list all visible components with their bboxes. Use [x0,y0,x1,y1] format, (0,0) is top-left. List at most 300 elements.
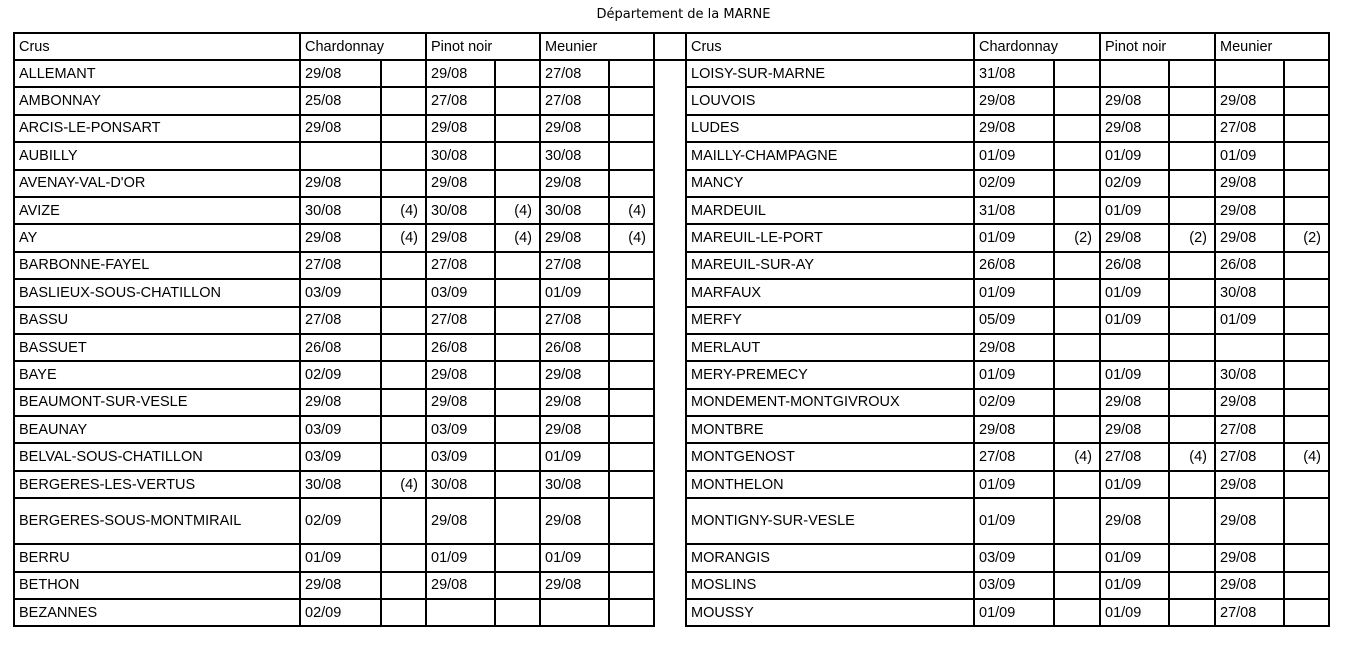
right-meunier-note [1284,60,1329,87]
right-chardonnay-date: 31/08 [974,60,1054,87]
table-row [14,279,1329,306]
left-meunier-date [540,599,609,626]
left-cru-name: BEAUMONT-SUR-VESLE [14,389,300,416]
left-pinot-noir-note: (4) [495,224,540,251]
left-meunier-note [609,599,654,626]
left-chardonnay-note [381,252,426,279]
table-row [14,307,1329,334]
left-chardonnay-note [381,389,426,416]
left-chardonnay-note [381,142,426,169]
left-pinot-noir-date: 30/08 [426,197,495,224]
left-meunier-date: 26/08 [540,334,609,361]
right-chardonnay-note [1054,416,1100,443]
left-chardonnay-note: (4) [381,197,426,224]
right-meunier-date: 29/08 [1215,471,1284,498]
left-meunier-date: 29/08 [540,572,609,599]
right-pinot-noir-note: (4) [1169,443,1215,470]
right-meunier-note [1284,197,1329,224]
right-meunier-date: 29/08 [1215,389,1284,416]
right-meunier-date: 29/08 [1215,224,1284,251]
left-chardonnay-note: (4) [381,224,426,251]
header-pinot-noir-right: Pinot noir [1100,33,1215,60]
left-meunier-date: 29/08 [540,416,609,443]
left-pinot-noir-note [495,142,540,169]
right-cru-name: MERFY [686,307,974,334]
right-pinot-noir-date: 26/08 [1100,252,1169,279]
left-cru-name: BETHON [14,572,300,599]
left-chardonnay-date [300,142,381,169]
left-cru-name: AVIZE [14,197,300,224]
left-chardonnay-note [381,416,426,443]
right-meunier-note [1284,544,1329,571]
column-spacer [654,389,686,416]
column-spacer [654,416,686,443]
right-cru-name: MANCY [686,170,974,197]
left-chardonnay-date: 27/08 [300,252,381,279]
right-chardonnay-date: 01/09 [974,599,1054,626]
left-cru-name: BAYE [14,361,300,388]
left-pinot-noir-note [495,599,540,626]
left-meunier-note [609,544,654,571]
table-body [14,33,1329,626]
left-chardonnay-date: 29/08 [300,224,381,251]
right-meunier-note [1284,389,1329,416]
right-pinot-noir-date: 01/09 [1100,361,1169,388]
right-pinot-noir-date: 27/08 [1100,443,1169,470]
left-pinot-noir-date: 26/08 [426,334,495,361]
header-row [14,33,1329,60]
right-chardonnay-note [1054,197,1100,224]
right-pinot-noir-date: 29/08 [1100,498,1169,544]
right-chardonnay-note [1054,544,1100,571]
right-meunier-date: 27/08 [1215,443,1284,470]
left-meunier-note [609,572,654,599]
right-pinot-noir-date: 02/09 [1100,170,1169,197]
right-meunier-date [1215,334,1284,361]
left-chardonnay-date: 02/09 [300,498,381,544]
left-pinot-noir-note [495,544,540,571]
right-pinot-noir-note [1169,572,1215,599]
left-pinot-noir-date: 03/09 [426,279,495,306]
right-meunier-note [1284,142,1329,169]
column-spacer [654,471,686,498]
left-pinot-noir-date: 03/09 [426,416,495,443]
left-meunier-date: 30/08 [540,197,609,224]
left-chardonnay-date: 02/09 [300,361,381,388]
right-chardonnay-date: 29/08 [974,115,1054,142]
left-cru-name: BERGERES-SOUS-MONTMIRAIL [14,498,300,544]
right-chardonnay-note [1054,471,1100,498]
left-chardonnay-date: 29/08 [300,170,381,197]
left-meunier-note [609,60,654,87]
right-cru-name: MAREUIL-SUR-AY [686,252,974,279]
right-pinot-noir-date: 01/09 [1100,197,1169,224]
left-pinot-noir-date: 29/08 [426,498,495,544]
left-pinot-noir-note [495,307,540,334]
right-chardonnay-note [1054,498,1100,544]
left-meunier-note [609,443,654,470]
table-row [14,389,1329,416]
column-spacer [654,87,686,114]
right-pinot-noir-date: 01/09 [1100,307,1169,334]
left-chardonnay-note [381,60,426,87]
left-meunier-date: 29/08 [540,224,609,251]
column-spacer [654,498,686,544]
table-row [14,498,1329,544]
column-spacer [654,572,686,599]
right-chardonnay-note [1054,115,1100,142]
right-chardonnay-note [1054,60,1100,87]
header-meunier-right: Meunier [1215,33,1329,60]
right-meunier-note [1284,170,1329,197]
right-chardonnay-date: 05/09 [974,307,1054,334]
left-pinot-noir-note [495,115,540,142]
right-chardonnay-note [1054,142,1100,169]
left-chardonnay-note [381,498,426,544]
left-meunier-note [609,334,654,361]
right-meunier-date: 30/08 [1215,361,1284,388]
left-cru-name: BERRU [14,544,300,571]
right-meunier-note [1284,416,1329,443]
left-meunier-date: 30/08 [540,471,609,498]
right-pinot-noir-note [1169,416,1215,443]
left-chardonnay-note [381,544,426,571]
left-meunier-note [609,361,654,388]
right-meunier-date: 29/08 [1215,498,1284,544]
table-row [14,544,1329,571]
left-pinot-noir-date: 01/09 [426,544,495,571]
left-pinot-noir-date: 29/08 [426,572,495,599]
right-meunier-date: 26/08 [1215,252,1284,279]
left-pinot-noir-note [495,170,540,197]
table-row [14,170,1329,197]
right-pinot-noir-note [1169,87,1215,114]
left-meunier-note: (4) [609,224,654,251]
left-chardonnay-note [381,572,426,599]
header-crus-right: Crus [686,33,974,60]
right-cru-name: MARDEUIL [686,197,974,224]
right-pinot-noir-date: 29/08 [1100,224,1169,251]
column-spacer [654,334,686,361]
right-pinot-noir-note [1169,115,1215,142]
table-row [14,599,1329,626]
left-chardonnay-date: 30/08 [300,197,381,224]
left-meunier-date: 27/08 [540,252,609,279]
left-pinot-noir-note [495,416,540,443]
left-chardonnay-date: 25/08 [300,87,381,114]
column-spacer [654,170,686,197]
left-chardonnay-date: 26/08 [300,334,381,361]
left-pinot-noir-date: 27/08 [426,87,495,114]
table-row [14,443,1329,470]
left-meunier-date: 29/08 [540,115,609,142]
left-chardonnay-date: 01/09 [300,544,381,571]
left-pinot-noir-note [495,389,540,416]
table-row [14,142,1329,169]
left-chardonnay-note [381,599,426,626]
right-cru-name: MERLAUT [686,334,974,361]
right-chardonnay-date: 27/08 [974,443,1054,470]
left-pinot-noir-date: 29/08 [426,115,495,142]
header-chardonnay-left: Chardonnay [300,33,426,60]
right-chardonnay-date: 02/09 [974,170,1054,197]
right-meunier-date: 27/08 [1215,416,1284,443]
left-chardonnay-note [381,279,426,306]
left-chardonnay-date: 02/09 [300,599,381,626]
right-meunier-note [1284,279,1329,306]
right-chardonnay-date: 01/09 [974,224,1054,251]
right-pinot-noir-date: 01/09 [1100,142,1169,169]
right-chardonnay-date: 03/09 [974,544,1054,571]
right-pinot-noir-note [1169,361,1215,388]
left-chardonnay-note: (4) [381,471,426,498]
left-chardonnay-note [381,115,426,142]
right-cru-name: MONTGENOST [686,443,974,470]
left-meunier-note [609,115,654,142]
left-cru-name: AUBILLY [14,142,300,169]
right-meunier-date: 30/08 [1215,279,1284,306]
table-row [14,572,1329,599]
right-chardonnay-date: 01/09 [974,142,1054,169]
left-chardonnay-date: 03/09 [300,443,381,470]
left-meunier-note: (4) [609,197,654,224]
column-spacer [654,443,686,470]
left-pinot-noir-date: 03/09 [426,443,495,470]
table-row [14,334,1329,361]
right-pinot-noir-note [1169,170,1215,197]
left-chardonnay-date: 27/08 [300,307,381,334]
right-meunier-note: (4) [1284,443,1329,470]
right-chardonnay-date: 03/09 [974,572,1054,599]
right-pinot-noir-note [1169,307,1215,334]
left-meunier-date: 27/08 [540,60,609,87]
right-chardonnay-note [1054,389,1100,416]
right-pinot-noir-date [1100,334,1169,361]
left-meunier-note [609,389,654,416]
left-pinot-noir-date [426,599,495,626]
left-chardonnay-note [381,307,426,334]
right-cru-name: MOUSSY [686,599,974,626]
left-cru-name: AMBONNAY [14,87,300,114]
right-pinot-noir-date [1100,60,1169,87]
left-cru-name: AVENAY-VAL-D'OR [14,170,300,197]
right-meunier-date: 29/08 [1215,170,1284,197]
right-cru-name: LUDES [686,115,974,142]
left-pinot-noir-note [495,443,540,470]
left-chardonnay-date: 29/08 [300,115,381,142]
left-chardonnay-note [381,87,426,114]
right-meunier-date: 01/09 [1215,307,1284,334]
left-chardonnay-date: 29/08 [300,60,381,87]
right-chardonnay-note: (2) [1054,224,1100,251]
right-pinot-noir-date: 01/09 [1100,471,1169,498]
left-cru-name: BEAUNAY [14,416,300,443]
left-meunier-note [609,87,654,114]
harvest-dates-table [13,32,1330,627]
left-cru-name: BASLIEUX-SOUS-CHATILLON [14,279,300,306]
right-pinot-noir-note [1169,544,1215,571]
left-pinot-noir-note [495,361,540,388]
right-pinot-noir-note [1169,389,1215,416]
left-pinot-noir-note [495,87,540,114]
right-cru-name: MONTHELON [686,471,974,498]
left-pinot-noir-date: 29/08 [426,389,495,416]
left-cru-name: ALLEMANT [14,60,300,87]
right-meunier-date: 27/08 [1215,599,1284,626]
right-meunier-note [1284,498,1329,544]
right-chardonnay-date: 26/08 [974,252,1054,279]
right-pinot-noir-note [1169,252,1215,279]
left-cru-name: BEZANNES [14,599,300,626]
right-cru-name: LOISY-SUR-MARNE [686,60,974,87]
right-pinot-noir-note [1169,334,1215,361]
right-pinot-noir-note: (2) [1169,224,1215,251]
right-meunier-note [1284,572,1329,599]
right-chardonnay-date: 29/08 [974,87,1054,114]
column-spacer [654,544,686,571]
column-spacer [654,252,686,279]
left-pinot-noir-date: 29/08 [426,170,495,197]
right-chardonnay-date: 29/08 [974,334,1054,361]
left-chardonnay-date: 29/08 [300,389,381,416]
right-cru-name: MONTBRE [686,416,974,443]
header-meunier-left: Meunier [540,33,654,60]
right-chardonnay-note [1054,599,1100,626]
left-chardonnay-date: 03/09 [300,279,381,306]
left-meunier-note [609,498,654,544]
left-pinot-noir-note [495,572,540,599]
left-pinot-noir-note [495,60,540,87]
right-meunier-date: 27/08 [1215,115,1284,142]
left-cru-name: AY [14,224,300,251]
header-chardonnay-right: Chardonnay [974,33,1100,60]
right-chardonnay-date: 02/09 [974,389,1054,416]
right-cru-name: MOSLINS [686,572,974,599]
left-meunier-date: 27/08 [540,307,609,334]
left-pinot-noir-note [495,498,540,544]
left-pinot-noir-date: 27/08 [426,307,495,334]
left-chardonnay-date: 03/09 [300,416,381,443]
table-row [14,115,1329,142]
left-chardonnay-note [381,443,426,470]
right-cru-name: MAILLY-CHAMPAGNE [686,142,974,169]
column-spacer [654,60,686,87]
left-meunier-note [609,416,654,443]
right-cru-name: MARFAUX [686,279,974,306]
right-chardonnay-note [1054,307,1100,334]
right-pinot-noir-note [1169,498,1215,544]
right-chardonnay-date: 01/09 [974,361,1054,388]
table-row [14,361,1329,388]
left-meunier-date: 29/08 [540,170,609,197]
right-meunier-date: 29/08 [1215,572,1284,599]
right-cru-name: MONTIGNY-SUR-VESLE [686,498,974,544]
right-meunier-note: (2) [1284,224,1329,251]
table-row [14,224,1329,251]
right-meunier-note [1284,307,1329,334]
left-meunier-date: 29/08 [540,498,609,544]
column-spacer [654,224,686,251]
column-spacer [654,142,686,169]
column-spacer [654,361,686,388]
right-pinot-noir-date: 01/09 [1100,572,1169,599]
right-meunier-note [1284,87,1329,114]
left-pinot-noir-date: 29/08 [426,60,495,87]
right-meunier-date [1215,60,1284,87]
table-row [14,416,1329,443]
right-pinot-noir-date: 29/08 [1100,416,1169,443]
right-meunier-date: 01/09 [1215,142,1284,169]
table-row [14,87,1329,114]
left-pinot-noir-date: 30/08 [426,142,495,169]
right-chardonnay-note [1054,170,1100,197]
left-pinot-noir-date: 30/08 [426,471,495,498]
right-pinot-noir-note [1169,60,1215,87]
left-meunier-note [609,471,654,498]
right-chardonnay-note [1054,361,1100,388]
left-meunier-note [609,307,654,334]
left-meunier-date: 29/08 [540,389,609,416]
left-meunier-date: 29/08 [540,361,609,388]
right-meunier-note [1284,599,1329,626]
right-meunier-date: 29/08 [1215,87,1284,114]
left-chardonnay-note [381,170,426,197]
header-pinot-noir-left: Pinot noir [426,33,540,60]
column-spacer [654,599,686,626]
table-row [14,60,1329,87]
table-row [14,252,1329,279]
right-chardonnay-note [1054,279,1100,306]
left-cru-name: BASSUET [14,334,300,361]
left-cru-name: BELVAL-SOUS-CHATILLON [14,443,300,470]
right-chardonnay-date: 01/09 [974,498,1054,544]
right-chardonnay-note [1054,572,1100,599]
left-meunier-date: 01/09 [540,443,609,470]
right-chardonnay-note [1054,334,1100,361]
left-meunier-date: 27/08 [540,87,609,114]
right-cru-name: LOUVOIS [686,87,974,114]
left-pinot-noir-note [495,252,540,279]
left-chardonnay-note [381,334,426,361]
column-spacer [654,279,686,306]
left-pinot-noir-date: 27/08 [426,252,495,279]
right-pinot-noir-note [1169,142,1215,169]
left-pinot-noir-note [495,334,540,361]
right-chardonnay-note [1054,252,1100,279]
column-spacer [654,197,686,224]
left-cru-name: BASSU [14,307,300,334]
right-pinot-noir-note [1169,471,1215,498]
column-spacer [654,115,686,142]
right-meunier-date: 29/08 [1215,544,1284,571]
right-pinot-noir-note [1169,197,1215,224]
left-meunier-note [609,252,654,279]
left-cru-name: BARBONNE-FAYEL [14,252,300,279]
right-chardonnay-date: 01/09 [974,471,1054,498]
right-pinot-noir-note [1169,279,1215,306]
right-pinot-noir-date: 01/09 [1100,544,1169,571]
right-meunier-note [1284,471,1329,498]
page-title: Département de la MARNE [596,7,771,22]
right-pinot-noir-date: 01/09 [1100,279,1169,306]
left-pinot-noir-date: 29/08 [426,361,495,388]
left-meunier-date: 30/08 [540,142,609,169]
right-meunier-note [1284,115,1329,142]
header-spacer [654,33,686,60]
left-meunier-date: 01/09 [540,544,609,571]
right-chardonnay-note: (4) [1054,443,1100,470]
column-spacer [654,307,686,334]
